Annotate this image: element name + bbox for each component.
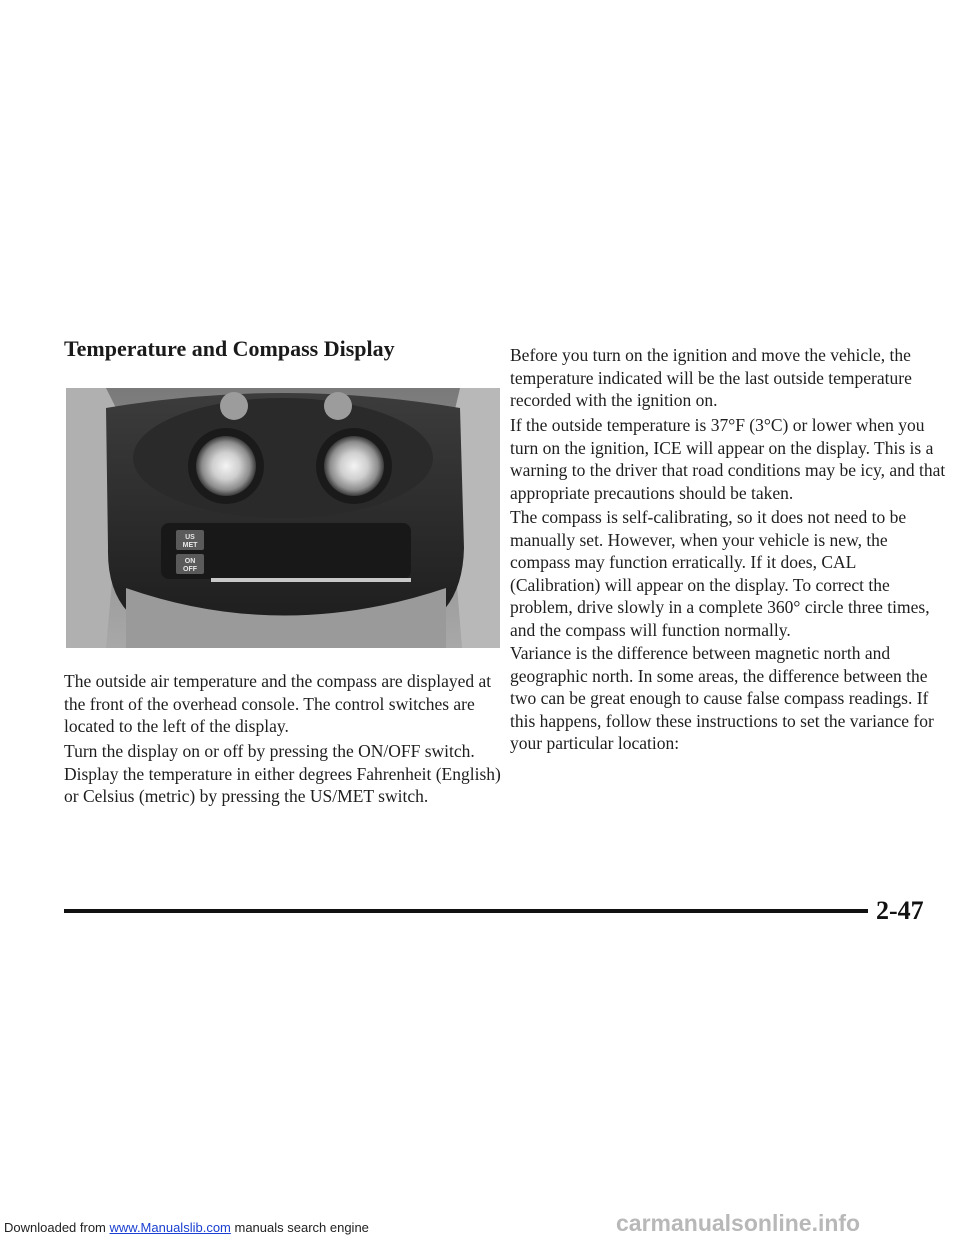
paragraph-ice-warning: If the outside temperature is 37°F (3°C) or lower when you turn on the ignition, ICE will appear on the display. This is a warning to the driver that road conditions may be icy, and that appropriate precautions should be taken. [510,415,946,503]
page-number: 2-47 [876,896,924,925]
section-heading: Temperature and Compass Display [64,336,395,361]
on-off-switch-label-2: OFF [183,566,197,573]
overhead-console-illustration [66,388,500,648]
overhead-console-photo [66,388,500,648]
page-divider [64,909,868,913]
manualslib-link[interactable]: www.Manualslib.com [109,1220,231,1235]
watermark: carmanualsonline.info [616,1210,861,1236]
paragraph-display-switches: Turn the display on or off by pressing the ON/OFF switch. Display the temperature in either degrees Fahrenheit (English) or Celsius (metric) by pressing the US/MET switch. [64,741,501,806]
us-met-switch-label: US [185,534,195,541]
download-footer [4,1220,369,1235]
paragraph-variance: Variance is the difference between magnetic north and geographic north. In some areas, the difference between the two can be great enough to cause false compass readings. If this happens, follow these instructions to set the variance for your particular location: [510,643,934,753]
paragraph-display-location: The outside air temperature and the compass are displayed at the front of the overhead console. The control switches are located to the left of the display. [64,671,492,736]
us-met-switch-label-2: MET [182,542,198,549]
paragraph-compass-calibration: The compass is self-calibrating, so it does not need to be manually set. However, when your vehicle is new, the compass may function erratically. If it does, CAL (Calibration) will appear on the display. To correct the problem, drive slowly in a complete 360° circle three times, and the compass will function normally. [510,507,930,640]
footer-suffix: manuals search engine [230,1220,369,1235]
paragraph-ignition-temperature: Before you turn on the ignition and move the vehicle, the temperature indicated will be the last outside temperature recorded with the ignition on. [510,345,912,410]
footer-prefix: Downloaded from [4,1220,110,1235]
on-off-switch-label: ON [184,558,196,565]
